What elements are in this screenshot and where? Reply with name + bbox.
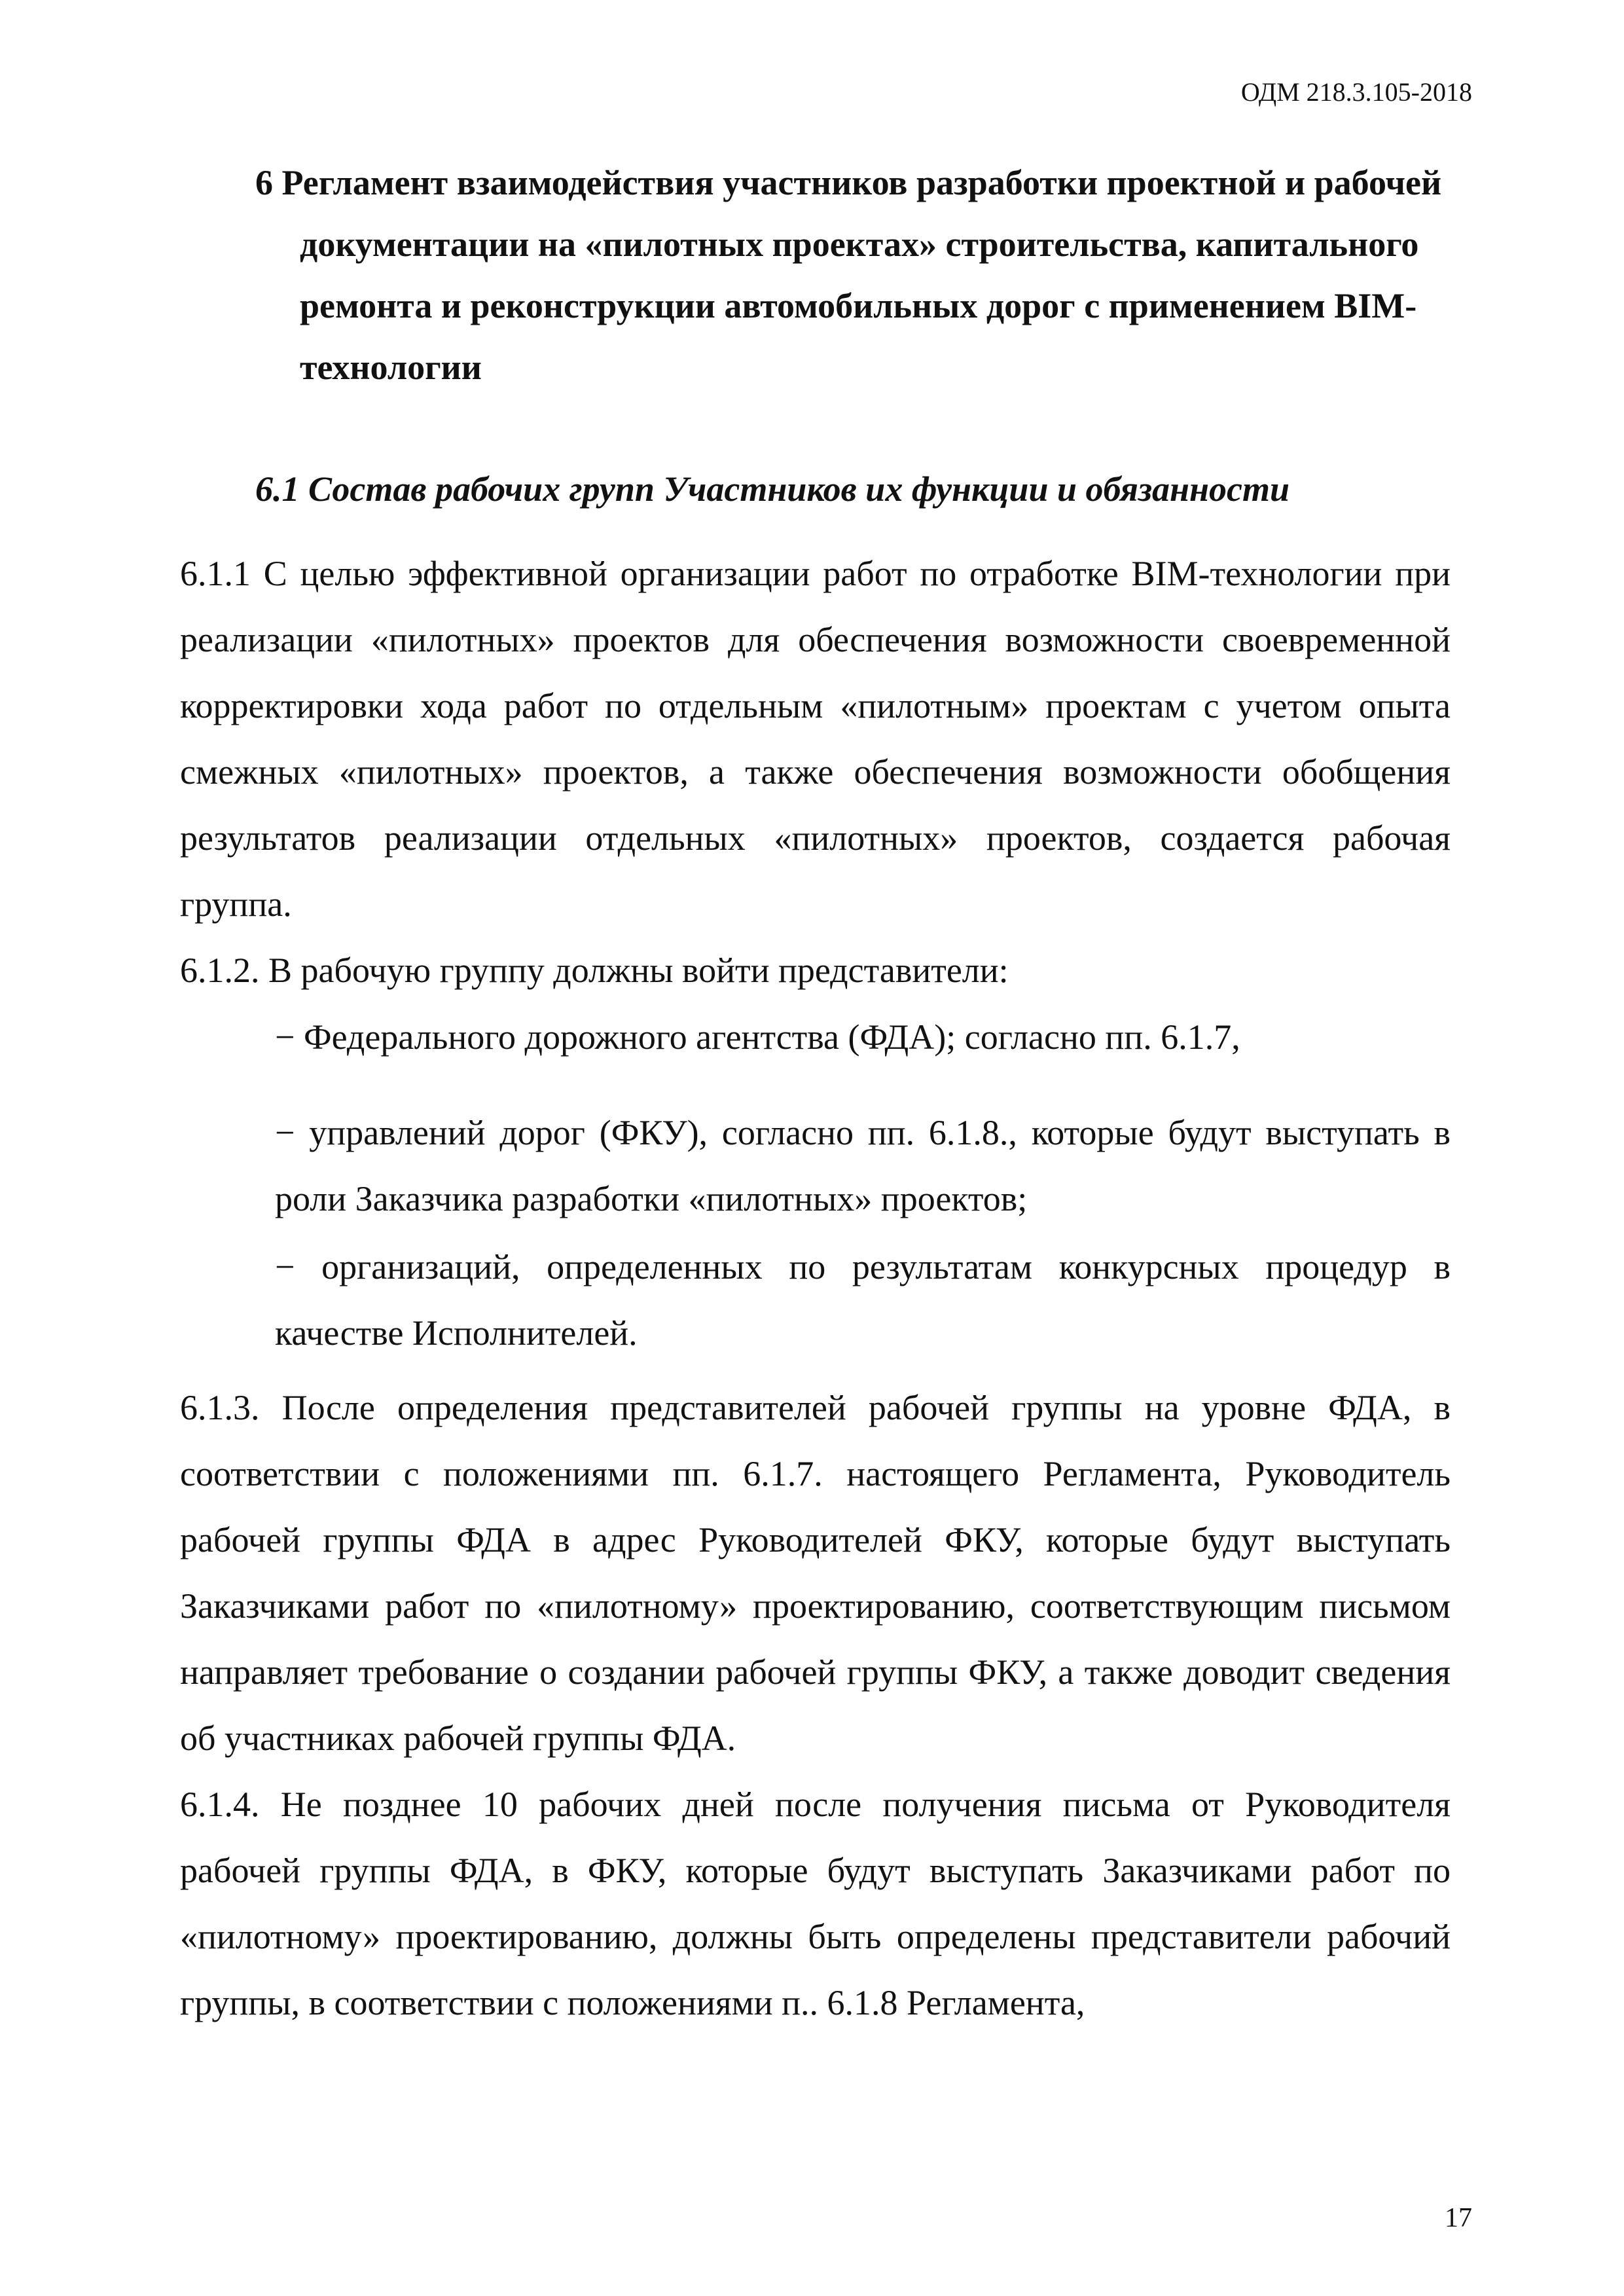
list-item: − организаций, определенных по результатам конкурсных процедур в качестве Исполнителей. bbox=[275, 1247, 1451, 1353]
paragraph-6-1-4: 6.1.4. Не позднее 10 рабочих дней после получения письма от Руководителя рабочей группы ФДА, в ФКУ, которые будут выступать Заказчиками работ по «пилотному» проектированию, должны быть определены представители рабочий группы, в соответствии с положениями п.. 6.1.8 Регламента, bbox=[180, 1785, 1451, 2022]
paragraph-6-1-2: 6.1.2. В рабочую группу должны войти представители: bbox=[180, 951, 1009, 990]
page-number: 17 bbox=[1445, 2203, 1472, 2233]
section-heading: 6 Регламент взаимодействия участников разработки проектной и рабочей документации на «пилотных проектах» строительства, капитального ремонта и реконструкции автомобильных дорог с применением BIM-технологии bbox=[255, 163, 1442, 387]
subsection-heading: 6.1 Состав рабочих групп Участников их функции и обязанности bbox=[255, 469, 1290, 509]
list-item: − Федерального дорожного агентства (ФДА); согласно пп. 6.1.7, bbox=[275, 1017, 1240, 1057]
paragraph-6-1-3: 6.1.3. После определения представителей рабочей группы на уровне ФДА, в соответствии с положениями пп. 6.1.7. настоящего Регламента, Руководитель рабочей группы ФДА в адрес Руководителей ФКУ, которые будут выступать Заказчиками работ по «пилотному» проектированию, соответствующим письмом направляет требование о создании рабочей группы ФКУ, а также доводит сведения об участниках рабочей группы ФДА. bbox=[180, 1388, 1451, 1758]
paragraph-6-1-1: 6.1.1 С целью эффективной организации работ по отработке BIM-технологии при реализации «пилотных» проектов для обеспечения возможности своевременной корректировки хода работ по отдельным «пилотным» проектам с учетом опыта смежных «пилотных» проектов, а также обеспечения возможности обобщения результатов реализации отдельных «пилотных» проектов, создается рабочая группа. bbox=[180, 554, 1451, 924]
list-item: − управлений дорог (ФКУ), согласно пп. 6.1.8., которые будут выступать в роли Заказчика разработки «пилотных» проектов; bbox=[275, 1113, 1451, 1218]
document-code: ОДМ 218.3.105-2018 bbox=[1240, 77, 1472, 107]
